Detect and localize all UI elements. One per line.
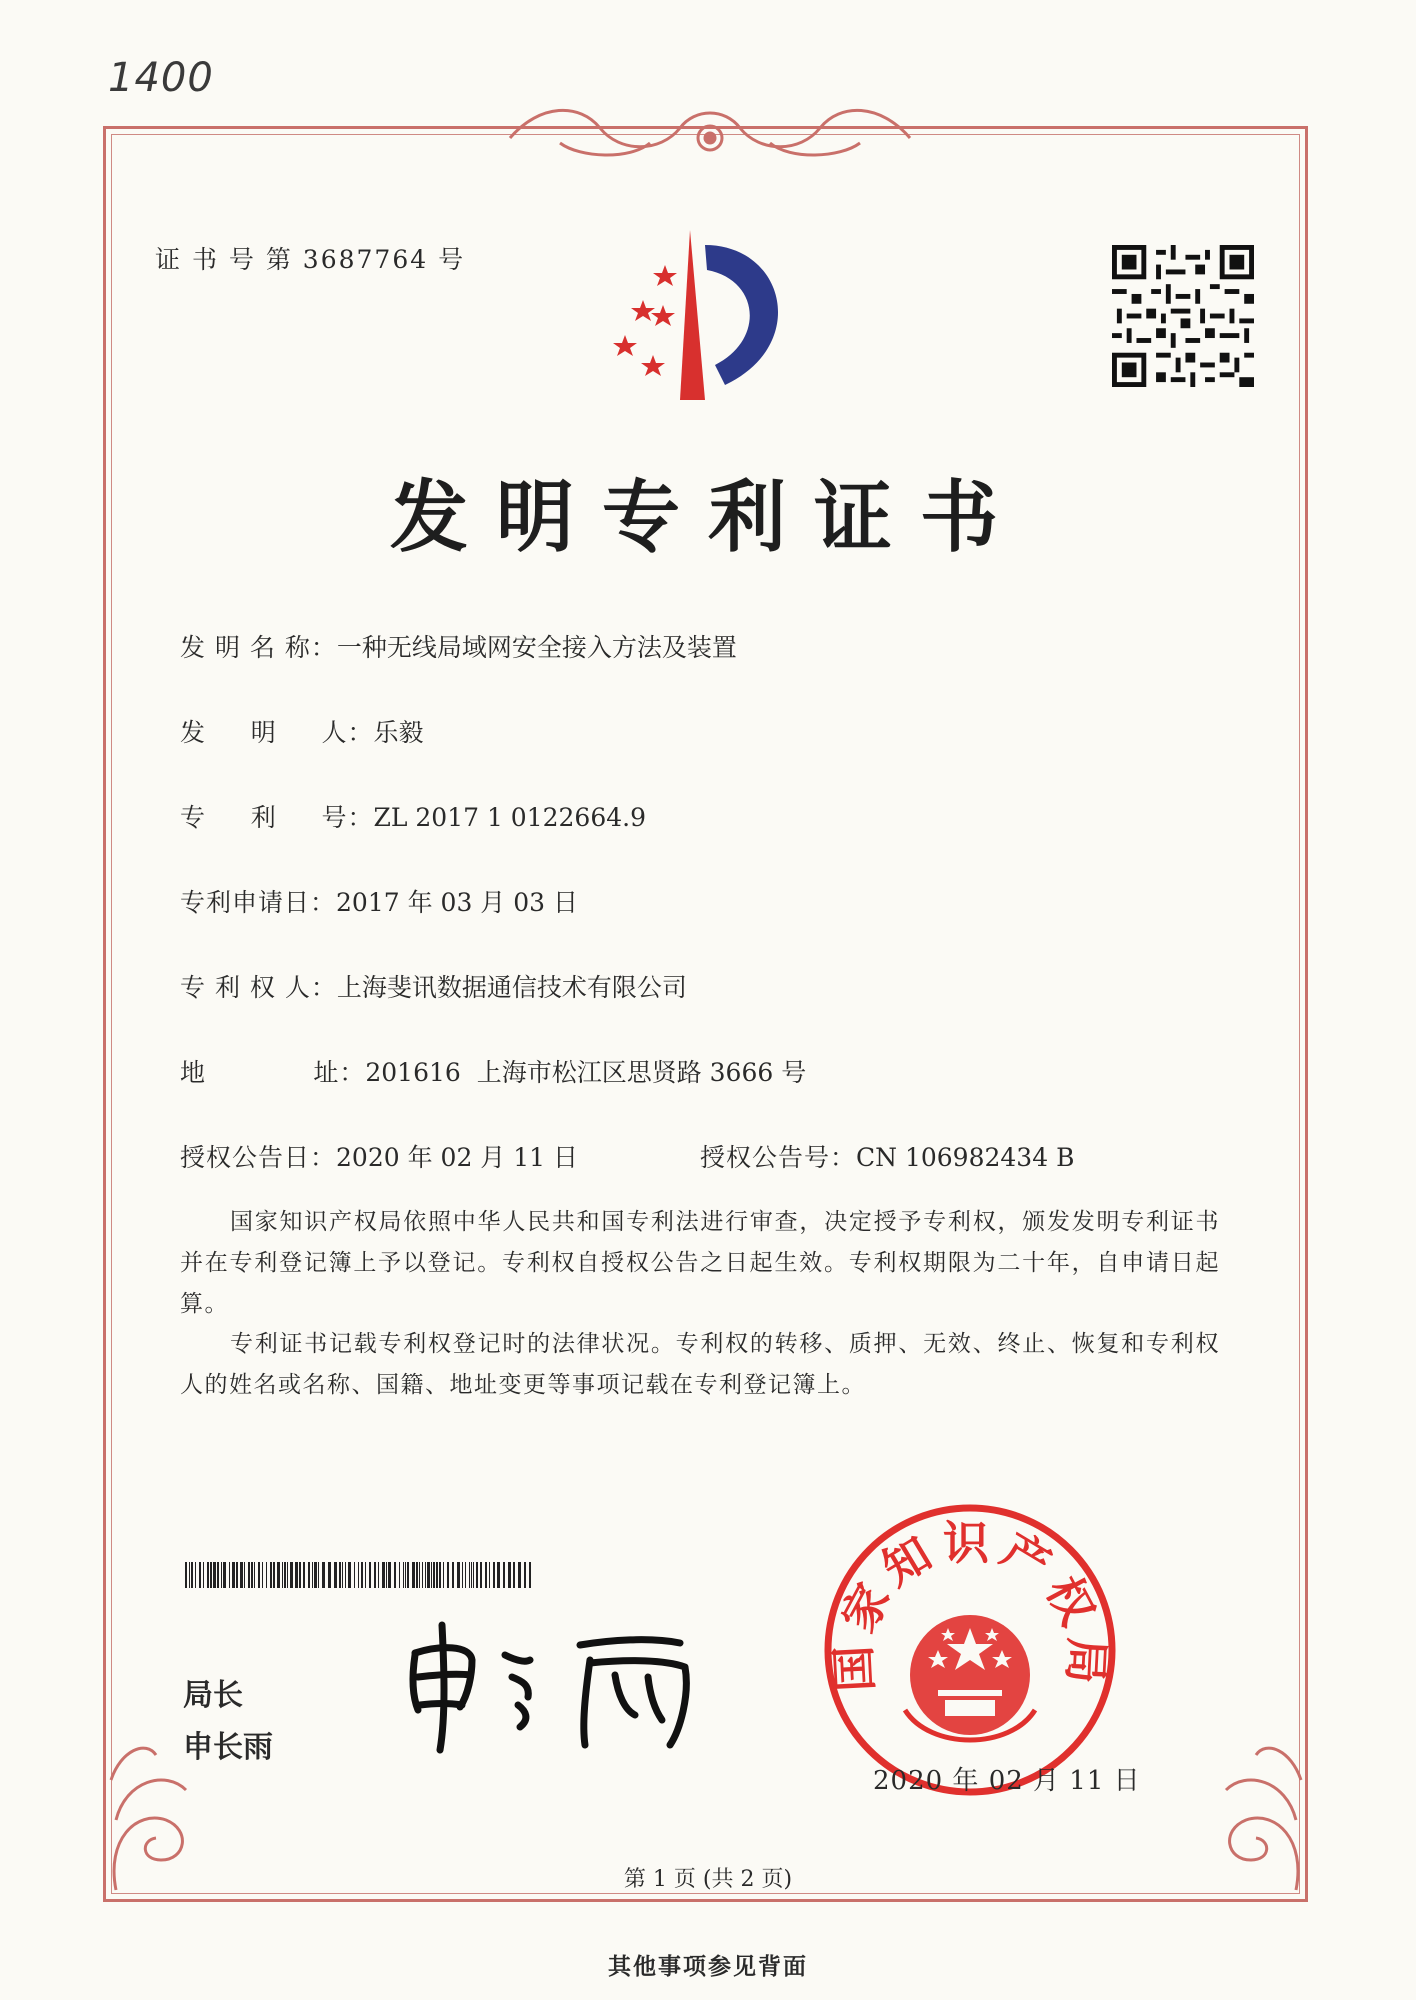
address-value: 201616 上海市松江区思贤路 3666 号 [365,1058,807,1087]
official-seal [820,1500,1120,1800]
grant-date-label: 授权公告日： [180,1143,337,1172]
signatory-name: 申长雨 [183,1730,273,1765]
body-paragraph-1: 国家知识产权局依照中华人民共和国专利法进行审查，决定授予专利权，颁发发明专利证书并在专利登记簿上予以登记。专利权自授权公告之日起生效。专利权期限为二十年，自申请日起算。 [180,1209,1220,1317]
top-ornament [500,98,920,168]
body-paragraph-2: 专利证书记载专利权登记时的法律状况。专利权的转移、质押、无效、终止、恢复和专利权人的姓名或名称、国籍、地址变更等事项记载在专利登记簿上。 [180,1331,1220,1398]
patent-number-label: 专 利 号： [180,803,374,832]
signatory-title: 局长 [183,1678,243,1713]
page-number: 第 1 页 (共 2 页) [623,1867,793,1892]
filing-date-value: 2017 年 03 月 03 日 [336,888,578,917]
patent-number-value: ZL 2017 1 0122664.9 [373,803,647,832]
seal-text: 国家知识产权局 [825,1515,1115,1693]
grant-number-row [700,1138,1074,1174]
invention-name-value: 一种无线局域网安全接入方法及装置 [336,633,737,662]
patent-office-logo [595,225,815,405]
inventor-value: 乐毅 [373,718,424,747]
grant-number-label: 授权公告号： [700,1143,857,1172]
patentee-value: 上海斐讯数据通信技术有限公司 [336,973,687,1002]
address-label: 地 址： [180,1058,366,1087]
grant-date-value: 2020 年 02 月 11 日 [336,1143,578,1172]
address-row [180,1053,806,1089]
grant-number-value: CN 106982434 B [856,1143,1075,1172]
footer-note: 其他事项参见背面 [608,1953,808,1980]
filing-date-row [180,883,578,919]
invention-name-label: 发 明 名 称： [180,633,337,662]
patent-number-row [180,798,646,834]
seal-date: 2020 年 02 月 11 日 [873,1766,1141,1796]
certificate-title: 发明专利证书 [389,472,1026,563]
handwritten-note: 1400 [108,55,214,101]
patentee-row [180,968,687,1004]
grant-date-row [180,1138,578,1174]
handwritten-signature [400,1615,720,1755]
inventor-row [180,713,423,749]
invention-name-row [180,628,737,664]
patentee-label: 专 利 权 人： [180,973,337,1002]
filing-date-label: 专利申请日： [180,888,337,917]
barcode [185,1562,535,1588]
certificate-number: 证 书 号 第 3687764 号 [155,245,466,274]
inventor-label: 发 明 人： [180,718,374,747]
qr-code [1112,245,1254,387]
